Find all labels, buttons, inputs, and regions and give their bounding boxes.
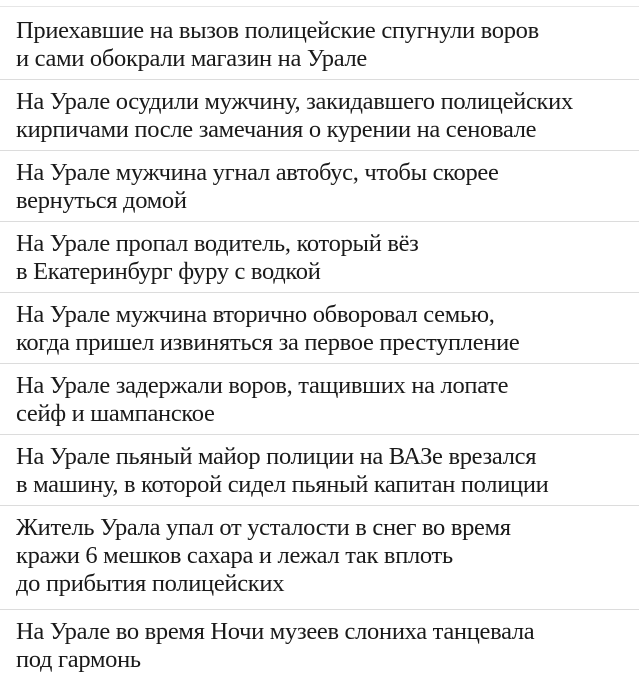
news-headline-link[interactable]: На Урале во время Ночи музеев слониха танцевала под гармонь xyxy=(16,618,535,673)
news-item[interactable] xyxy=(0,293,639,364)
top-divider xyxy=(0,6,639,7)
news-headline-link[interactable]: На Урале осудили мужчину, закидавшего полицейских кирпичами после замечания о курении на сеновале xyxy=(16,88,573,143)
news-headline-link[interactable]: На Урале мужчина угнал автобус, чтобы скорее вернуться домой xyxy=(16,159,499,214)
news-item[interactable] xyxy=(0,80,639,151)
news-headline-link[interactable]: На Урале задержали воров, тащивших на лопате сейф и шампанское xyxy=(16,372,509,427)
news-headline-link[interactable]: На Урале пьяный майор полиции на ВАЗе врезался в машину, в которой сидел пьяный капитан полиции xyxy=(16,443,549,498)
news-headline-link[interactable]: Приехавшие на вызов полицейские спугнули воров и сами обокрали магазин на Урале xyxy=(16,17,539,72)
news-headline-link[interactable]: На Урале пропал водитель, который вёз в Екатеринбург фуру с водкой xyxy=(16,230,419,285)
news-list xyxy=(0,9,639,681)
news-item[interactable] xyxy=(0,610,639,681)
news-item[interactable] xyxy=(0,151,639,222)
news-item[interactable] xyxy=(0,9,639,80)
news-item[interactable] xyxy=(0,364,639,435)
news-item[interactable] xyxy=(0,435,639,506)
news-headline-link[interactable]: Житель Урала упал от усталости в снег во время кражи 6 мешков сахара и лежал так вплоть до прибытия полицейских xyxy=(16,514,511,597)
news-item[interactable] xyxy=(0,506,639,610)
news-item[interactable] xyxy=(0,222,639,293)
news-headline-link[interactable]: На Урале мужчина вторично обворовал семью, когда пришел извиняться за первое преступление xyxy=(16,301,520,356)
